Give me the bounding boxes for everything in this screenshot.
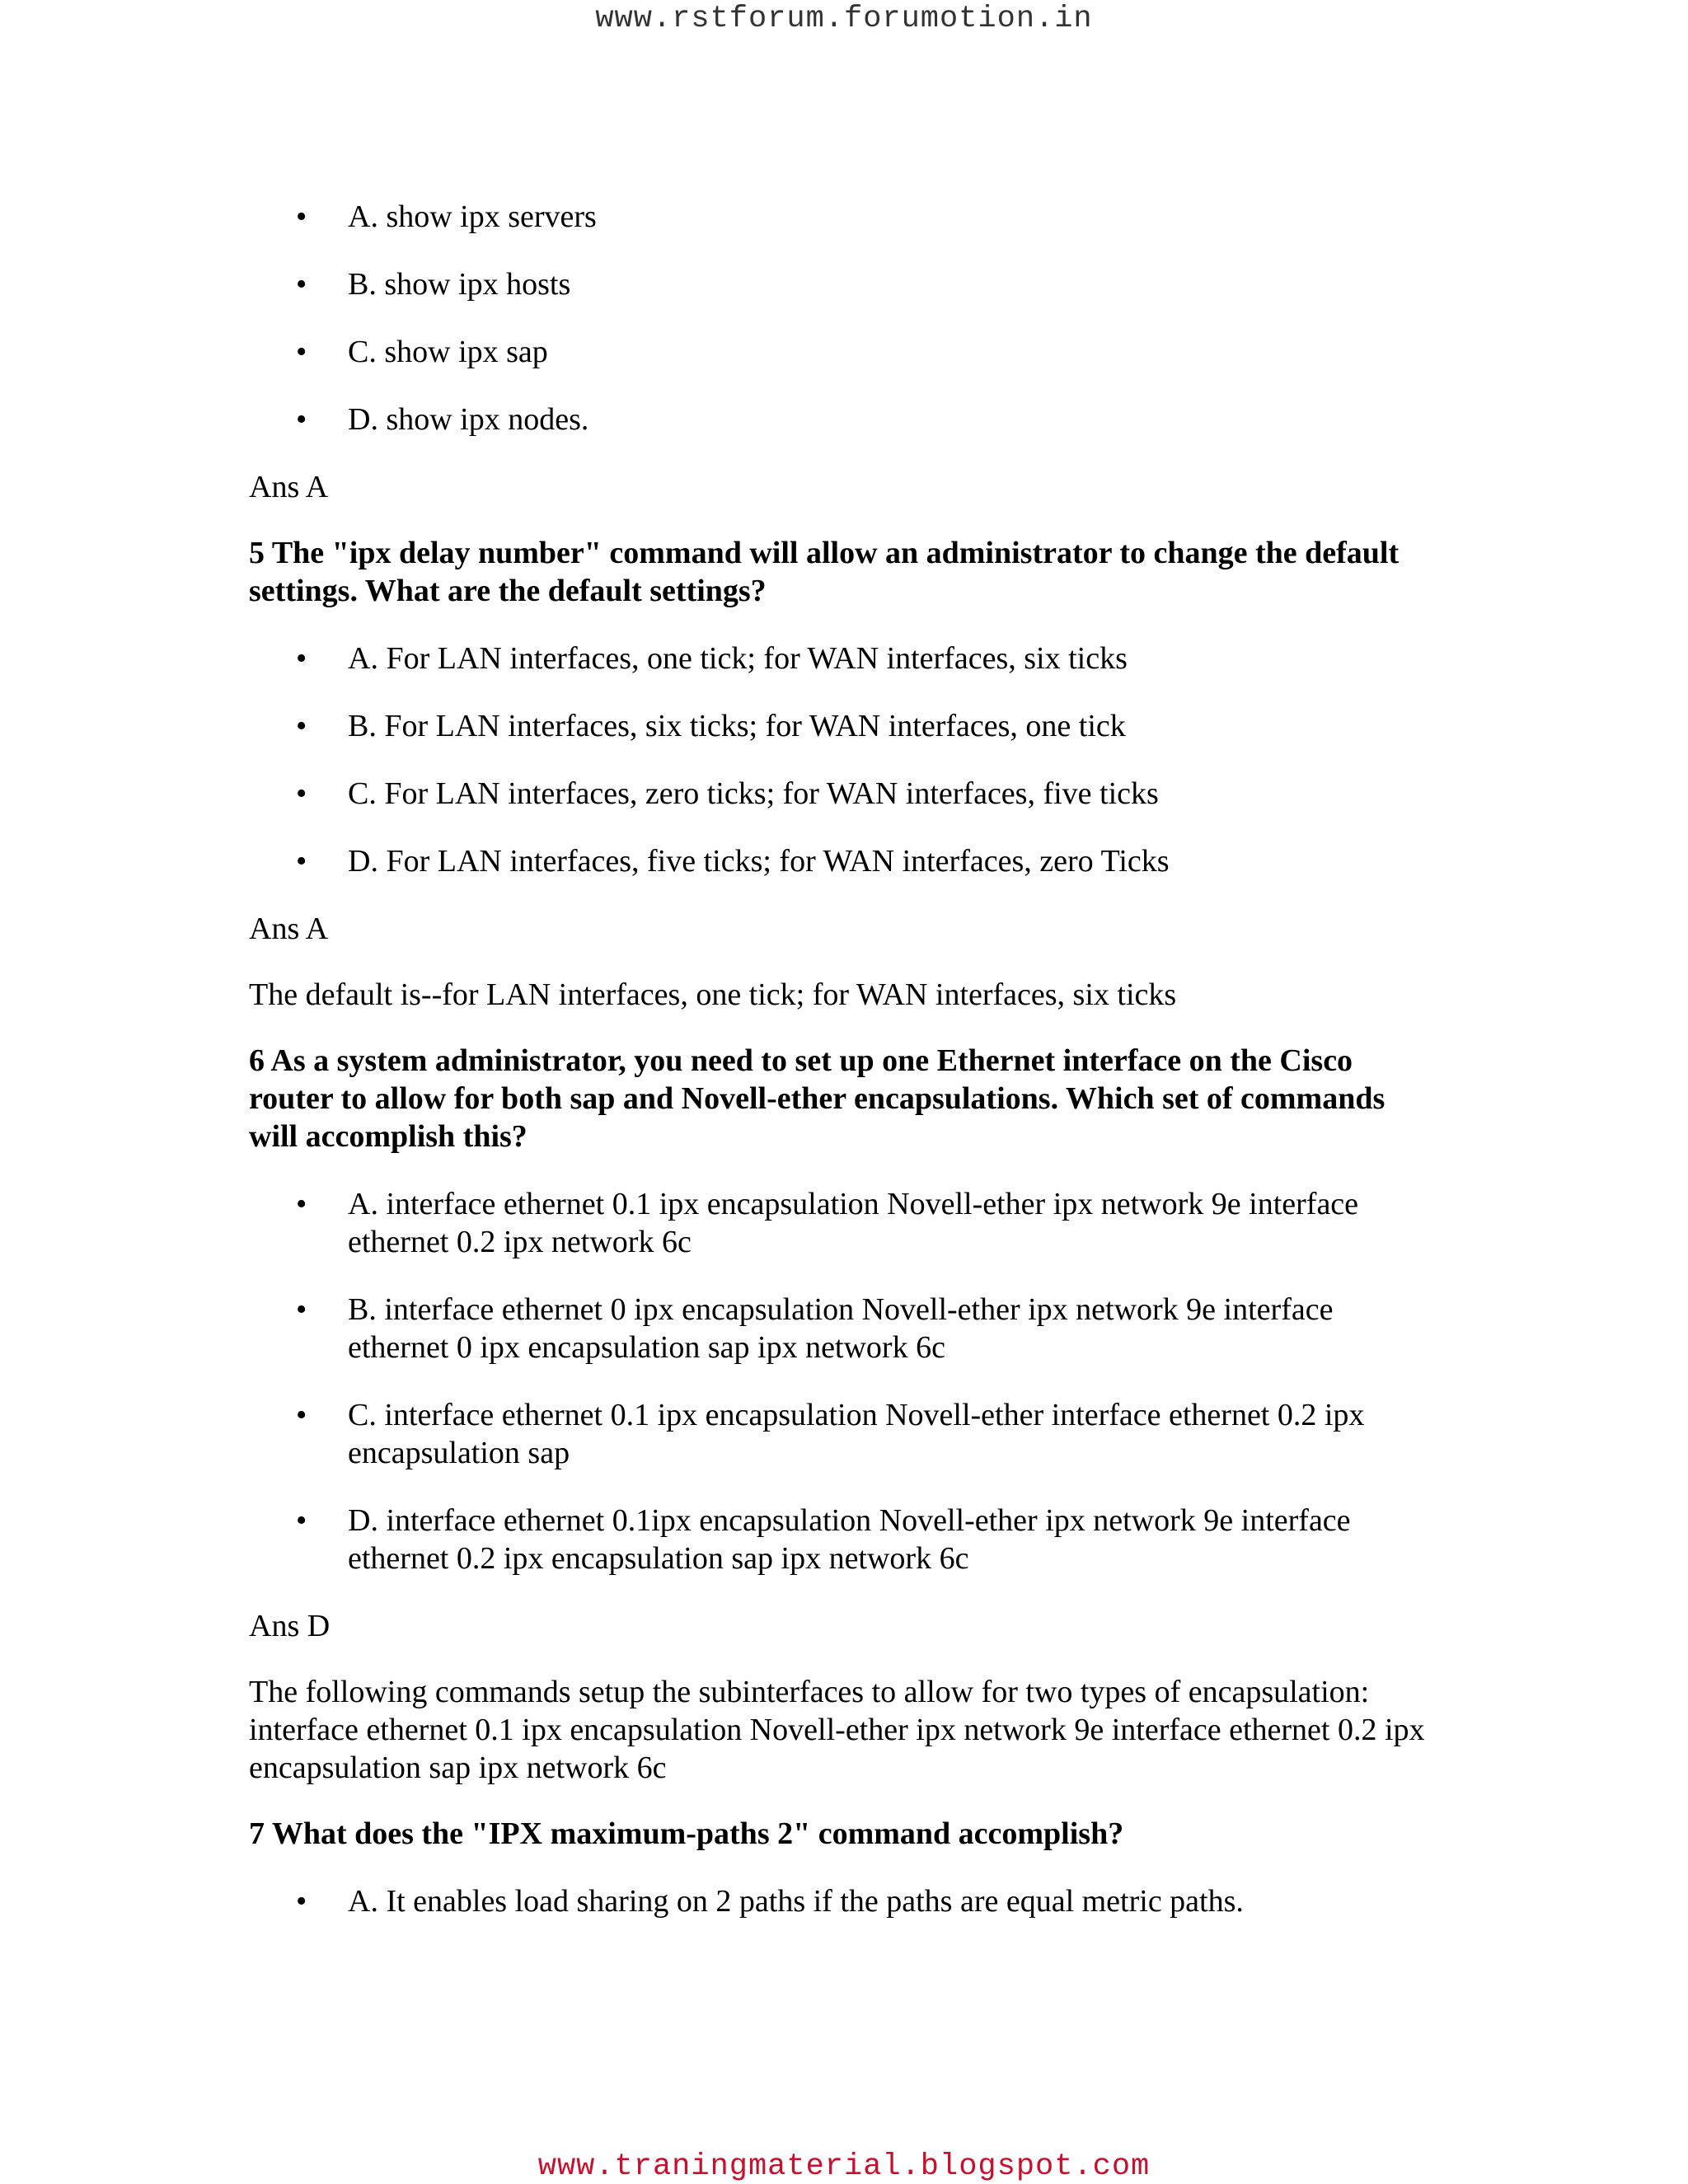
list-item: • C. interface ethernet 0.1 ipx encapsulation Novell-ether interface ethernet 0.2 ipx encapsulation sap <box>249 1396 1436 1472</box>
list-item: • D. For LAN interfaces, five ticks; for WAN interfaces, zero Ticks <box>249 842 1436 880</box>
list-item: • C. show ipx sap <box>249 333 1436 371</box>
list-item: • A. For LAN interfaces, one tick; for WAN interfaces, six ticks <box>249 640 1436 677</box>
page-header-url: www.rstforum.forumotion.in <box>595 2 1093 36</box>
question-heading: 7 What does the "IPX maximum-paths 2" command accomplish? <box>249 1816 1124 1851</box>
document-body <box>249 198 1436 1950</box>
options-list <box>249 1882 1436 1920</box>
list-item: • A. It enables load sharing on 2 paths if the paths are equal metric paths. <box>249 1882 1436 1920</box>
options-list <box>249 1185 1436 1577</box>
answer-text: Ans A <box>249 912 329 946</box>
list-item: • A. show ipx servers <box>249 198 1436 236</box>
list-item: • D. show ipx nodes. <box>249 401 1436 438</box>
list-item: • B. show ipx hosts <box>249 265 1436 303</box>
explanation-text: The default is--for LAN interfaces, one tick; for WAN interfaces, six ticks <box>249 977 1177 1012</box>
list-item: • B. interface ethernet 0 ipx encapsulation Novell-ether ipx network 9e interface ethernet 0 ipx encapsulation sap ipx network 6c <box>249 1291 1436 1366</box>
answer-text: Ans D <box>249 1609 331 1643</box>
options-list <box>249 198 1436 438</box>
list-item: • A. interface ethernet 0.1 ipx encapsulation Novell-ether ipx network 9e interface ethernet 0.2 ipx network 6c <box>249 1185 1436 1261</box>
list-item: • C. For LAN interfaces, zero ticks; for WAN interfaces, five ticks <box>249 775 1436 813</box>
options-list <box>249 640 1436 880</box>
list-item: • D. interface ethernet 0.1ipx encapsulation Novell-ether ipx network 9e interface ethernet 0.2 ipx encapsulation sap ipx network 6c <box>249 1502 1436 1577</box>
question-heading: 6 As a system administrator, you need to set up one Ethernet interface on the Cisco router to allow for both sap and Novell-ether encapsulations. Which set of commands will accomplish this? <box>249 1043 1386 1154</box>
answer-text: Ans A <box>249 470 329 504</box>
page-footer-url[interactable]: www.traningmaterial.blogspot.com <box>537 2149 1151 2184</box>
explanation-text: The following commands setup the subinterfaces to allow for two types of encapsulation: interface ethernet 0.1 ipx encapsulation Novell-ether ipx network 9e interface ethernet 0.2 ipx encapsulation sap ipx network 6c <box>249 1675 1425 1785</box>
list-item: • B. For LAN interfaces, six ticks; for WAN interfaces, one tick <box>249 707 1436 745</box>
question-heading: 5 The "ipx delay number" command will allow an administrator to change the default settings. What are the default settings? <box>249 536 1400 608</box>
